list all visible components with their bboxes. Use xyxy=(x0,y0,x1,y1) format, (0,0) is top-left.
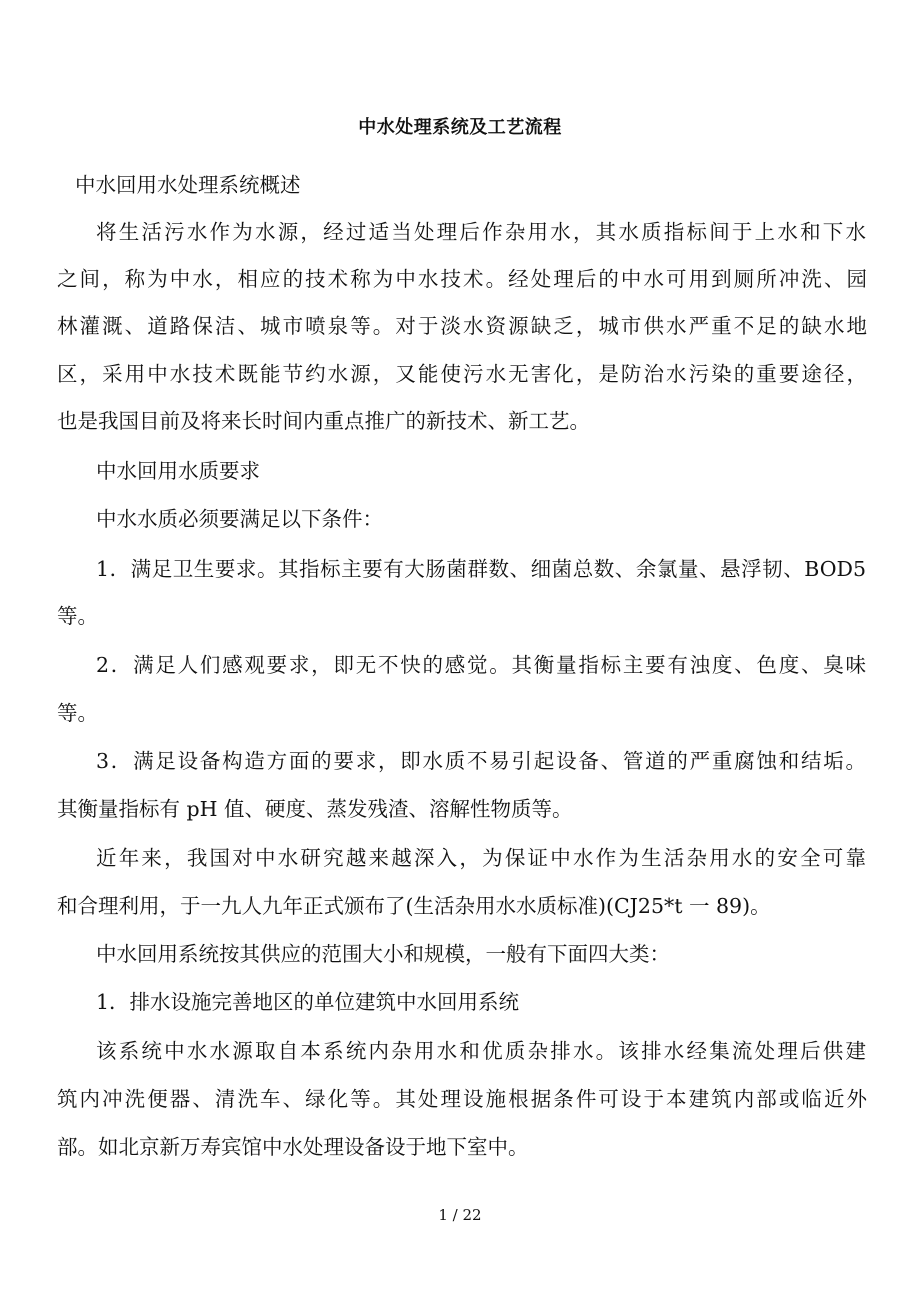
paragraph-line: 部。如北京新万寿宾馆中水处理设备设于地下室中。 xyxy=(57,1135,529,1159)
paragraph-line: 近年来，我国对中水研究越来越深入，为保证中水作为生活杂用水的安全可靠 xyxy=(96,846,866,870)
document-title: 中水处理系统及工艺流程 xyxy=(358,117,562,138)
list-item-line: 其衡量指标有 pH 值、硬度、蒸发残渣、溶解性物质等。 xyxy=(57,797,573,821)
paragraph-line: 林灌溉、道路保洁、城市喷泉等。对于淡水资源缺乏，城市供水严重不足的缺水地 xyxy=(57,314,867,338)
list-item-line: 1．排水设施完善地区的单位建筑中水回用系统 xyxy=(96,990,520,1014)
section-heading-quality: 中水回用水质要求 xyxy=(96,459,260,483)
paragraph-line: 筑内冲洗便器、清洗车、绿化等。其处理设施根据条件可设于本建筑内部或临近外 xyxy=(57,1087,867,1111)
paragraph-line: 将生活污水作为水源，经过适当处理后作杂用水，其水质指标间于上水和下水 xyxy=(96,220,866,244)
paragraph-line: 和合理利用，于一九人九年正式颁布了(生活杂用水水质标准)(CJ25*t 一 89)。 xyxy=(57,894,771,918)
list-item-line: 等。 xyxy=(57,701,98,725)
list-item-line: 等。 xyxy=(57,604,98,628)
paragraph-line: 中水回用系统按其供应的范围大小和规模，一般有下面四大类： xyxy=(96,942,670,966)
paragraph-line: 区，采用中水技术既能节约水源，又能使污水无害化，是防治水污染的重要途径， xyxy=(57,362,867,386)
paragraph-line: 之间，称为中水，相应的技术称为中水技术。经处理后的中水可用到厕所冲洗、园 xyxy=(57,267,867,291)
paragraph-line: 也是我国目前及将来长时间内重点推广的新技术、新工艺。 xyxy=(57,409,590,433)
section-heading-overview: 中水回用水处理系统概述 xyxy=(75,173,301,197)
list-item-line: 2．满足人们感观要求，即无不快的感觉。其衡量指标主要有浊度、色度、臭味 xyxy=(96,653,866,677)
paragraph-line: 中水水质必须要满足以下条件： xyxy=(96,507,383,531)
list-item-line: 3．满足设备构造方面的要求，即水质不易引起设备、管道的严重腐蚀和结垢。 xyxy=(96,749,866,773)
page-indicator: 1 / 22 xyxy=(438,1206,482,1224)
paragraph-line: 该系统中水水源取自本系统内杂用水和优质杂排水。该排水经集流处理后供建 xyxy=(96,1039,866,1063)
list-item-line: 1．满足卫生要求。其指标主要有大肠菌群数、细菌总数、余氯量、悬浮韧、BOD5 xyxy=(96,557,866,581)
